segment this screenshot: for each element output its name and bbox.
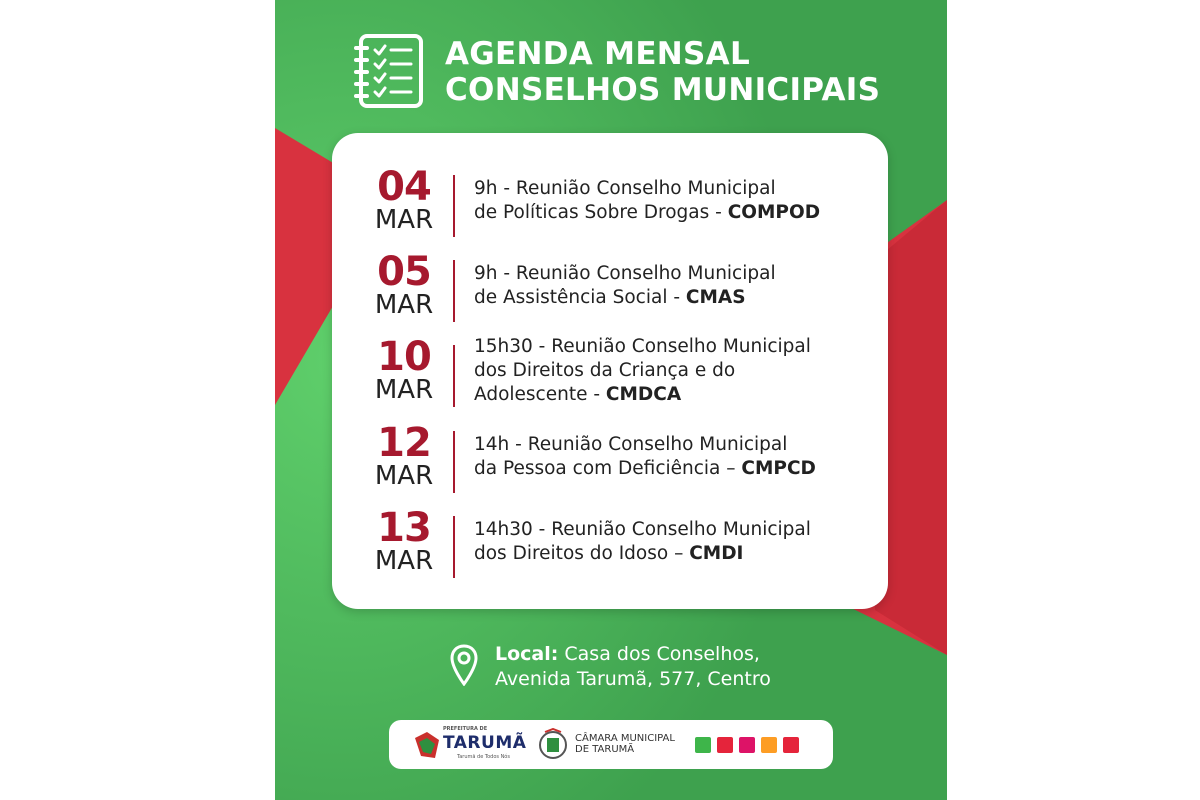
council-acronym: CMAS <box>685 287 746 308</box>
event-day: 12 <box>377 420 431 466</box>
event-day: 04 <box>377 164 431 210</box>
event-item <box>332 334 888 415</box>
event-line-1: 14h - Reunião Conselho Municipal <box>474 434 788 455</box>
map-pin-icon <box>450 644 478 686</box>
location-label: Local: <box>495 643 559 665</box>
checklist-notebook-icon <box>353 30 429 110</box>
event-month: MAR <box>374 461 434 491</box>
event-description <box>474 262 874 310</box>
prefeitura-small-label: PREFEITURA DE <box>443 726 488 732</box>
footer-logos <box>389 720 833 769</box>
title-line-2: CONSELHOS MUNICIPAIS <box>445 72 881 108</box>
event-line-2: dos Direitos do Idoso – CMDI <box>474 543 744 564</box>
camara-municipal-seal-icon <box>537 728 569 762</box>
prefeitura-taruma-logo <box>413 726 527 764</box>
event-day: 05 <box>377 249 431 295</box>
ods-icon <box>739 737 755 753</box>
page-title <box>445 36 880 108</box>
event-line-1: 9h - Reunião Conselho Municipal <box>474 263 776 284</box>
event-item <box>332 249 888 330</box>
event-separator <box>453 345 455 407</box>
council-acronym: CMDI <box>689 543 744 564</box>
event-line-2: de Assistência Social - CMAS <box>474 287 746 308</box>
event-line-3: Adolescente - CMDCA <box>474 384 682 405</box>
event-separator <box>453 175 455 237</box>
event-day: 13 <box>377 505 431 551</box>
event-line-1: 14h30 - Reunião Conselho Municipal <box>474 519 811 540</box>
council-acronym: CMPCD <box>741 458 816 479</box>
agenda-card <box>332 133 888 609</box>
event-month: MAR <box>374 546 434 576</box>
event-description <box>474 177 874 225</box>
event-line-2: dos Direitos da Criança e do <box>474 360 736 381</box>
event-item <box>332 164 888 245</box>
event-month: MAR <box>374 375 434 405</box>
location-line-1: Casa dos Conselhos, <box>558 643 760 665</box>
event-description <box>474 433 874 481</box>
ods-icon <box>695 737 711 753</box>
event-line-1: 9h - Reunião Conselho Municipal <box>474 178 776 199</box>
ods-icon <box>761 737 777 753</box>
event-line-1: 15h30 - Reunião Conselho Municipal <box>474 336 811 357</box>
event-separator <box>453 516 455 578</box>
event-separator <box>453 260 455 322</box>
taruma-map-icon <box>413 730 441 760</box>
title-line-1: AGENDA MENSAL <box>445 36 751 72</box>
event-line-2: de Políticas Sobre Drogas - COMPOD <box>474 202 821 223</box>
prefeitura-name: TARUMÃ <box>443 733 527 753</box>
event-day: 10 <box>377 334 431 380</box>
location-text <box>495 642 771 692</box>
ods-icons <box>695 737 815 753</box>
council-acronym: COMPOD <box>727 202 821 223</box>
event-item <box>332 420 888 501</box>
poster <box>275 0 947 800</box>
event-description <box>474 335 874 407</box>
event-item <box>332 505 888 586</box>
council-acronym: CMDCA <box>605 384 682 405</box>
camara-municipal-name: CÂMARA MUNICIPAL DE TARUMÃ <box>575 733 675 755</box>
location-line-2: Avenida Tarumã, 577, Centro <box>495 668 771 690</box>
event-description <box>474 518 874 566</box>
prefeitura-slogan: Tarumã de Todos Nós <box>457 754 510 760</box>
event-separator <box>453 431 455 493</box>
event-month: MAR <box>374 205 434 235</box>
event-month: MAR <box>374 290 434 320</box>
ods-icon <box>783 737 799 753</box>
ods-icon <box>717 737 733 753</box>
event-line-2: da Pessoa com Deficiência – CMPCD <box>474 458 816 479</box>
